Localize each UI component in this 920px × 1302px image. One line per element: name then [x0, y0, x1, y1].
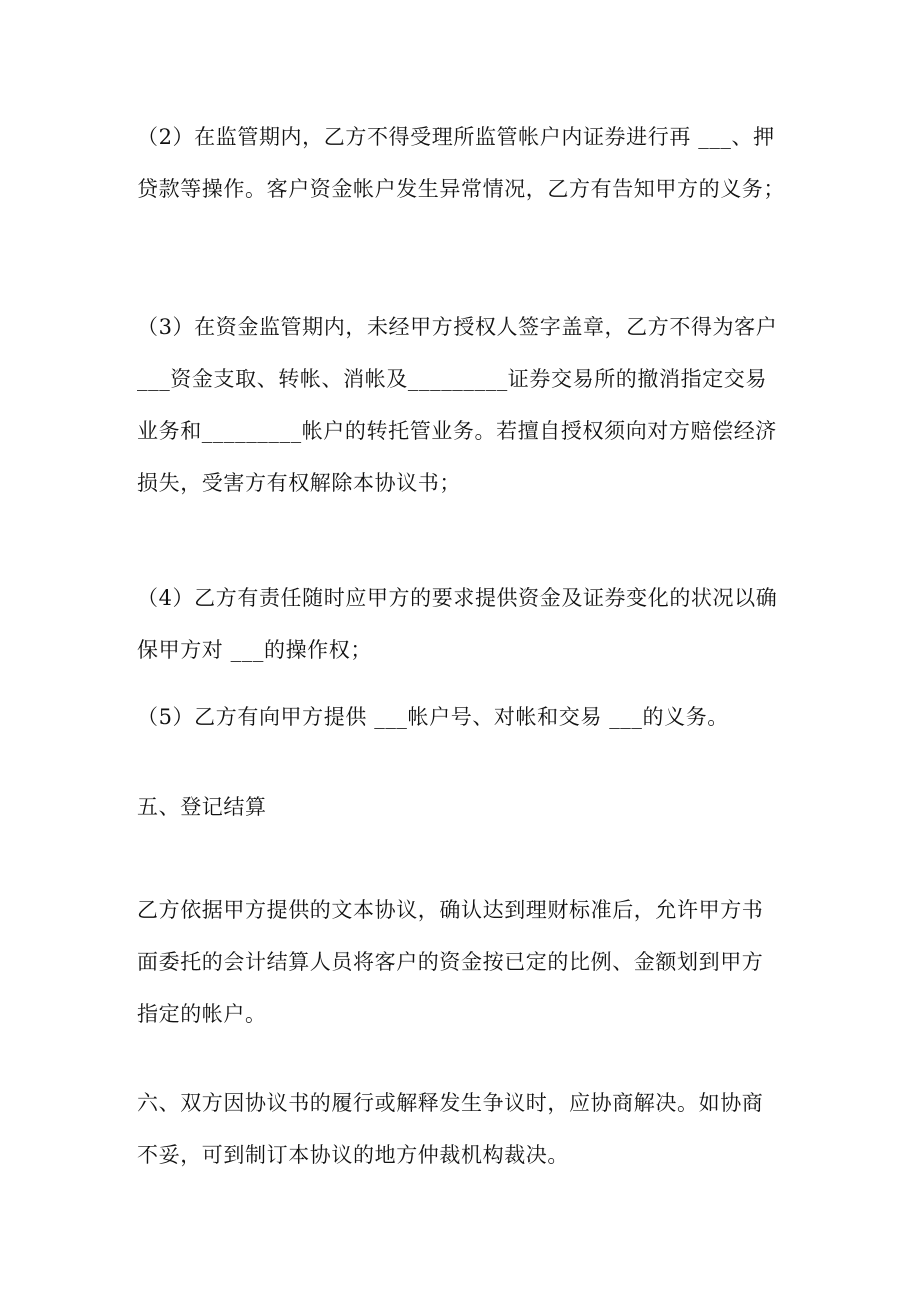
text-line: 指定的帐户。 — [137, 1002, 267, 1026]
text-line: 保甲方对 ___的操作权； — [137, 638, 372, 662]
text-line: （2）在监管期内，乙方不得受理所监管帐户内证券进行再 ___、押 — [137, 125, 775, 149]
section-heading: 五、登记结算 — [137, 795, 267, 819]
text-line: 贷款等操作。客户资金帐户发生异常情况，乙方有告知甲方的义务； — [137, 177, 785, 201]
text-line: 六、双方因协议书的履行或解释发生争议时，应协商解决。如协商 — [137, 1091, 764, 1115]
text-line: ___资金支取、转帐、消帐及_________证券交易所的撤消指定交易 — [137, 367, 767, 391]
text-line: 损失，受害方有权解除本协议书； — [137, 471, 461, 495]
text-line: （3）在资金监管期内，未经甲方授权人签字盖章，乙方不得为客户 — [137, 315, 778, 339]
text-line: （5）乙方有向甲方提供 ___帐户号、对帐和交易 ___的义务。 — [137, 705, 729, 729]
text-line: 不妥，可到制订本协议的地方仲裁机构裁决。 — [137, 1143, 569, 1167]
text-line: 业务和_________帐户的转托管业务。若擅自授权须向对方赔偿经济 — [137, 419, 777, 443]
text-line: 乙方依据甲方提供的文本协议，确认达到理财标准后，允许甲方书 — [137, 898, 764, 922]
text-line: 面委托的会计结算人员将客户的资金按已定的比例、金额划到甲方 — [137, 950, 764, 974]
text-line: （4）乙方有责任随时应甲方的要求提供资金及证券变化的状况以确 — [137, 586, 778, 610]
